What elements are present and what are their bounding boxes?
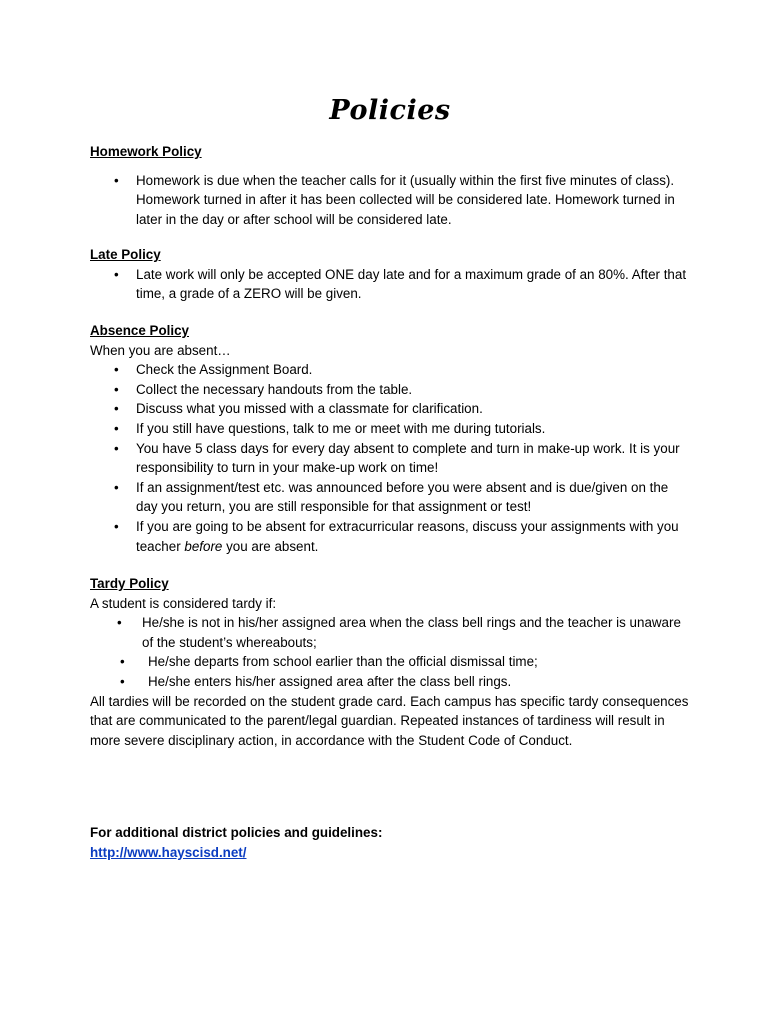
bullet-icon: • (114, 440, 119, 456)
list-item: • If you still have questions, talk to me or meet with me during tutorials. (90, 419, 690, 439)
absence-list (90, 360, 690, 556)
list-item: • If an assignment/test etc. was announced before you were absent and is due/given on the day you return, you are still responsible for that assignment or test! (114, 479, 669, 515)
bullet-icon: • (117, 615, 122, 631)
bullet-icon: • (114, 362, 119, 378)
late-heading: Late Policy (90, 247, 161, 262)
list-item: • If you are going to be absent for extracurricular reasons, discuss your assignments with you teacher before you are absent. (114, 518, 679, 554)
list-item: • Check the Assignment Board. (90, 360, 690, 380)
emphasis-before: before (184, 538, 223, 554)
tardy-heading: Tardy Policy (90, 576, 169, 591)
late-section (90, 245, 690, 304)
list-item: • He/she departs from school earlier than the official dismissal time; (90, 652, 690, 672)
footer-label: For additional district policies and guidelines: (90, 825, 383, 840)
bullet-icon: • (114, 381, 119, 397)
list-item: • He/she enters his/her assigned area after the class bell rings. (90, 672, 690, 692)
homework-list (90, 171, 690, 230)
page-title: Policies (329, 95, 451, 126)
late-list (90, 265, 690, 304)
bullet-icon: • (120, 654, 125, 670)
bullet-icon: • (114, 401, 119, 417)
footer-section (90, 823, 690, 862)
list-item: • Late work will only be accepted ONE day late and for a maximum grade of an 80%. After that time, a grade of a ZERO will be given. (114, 266, 687, 302)
homework-section (90, 142, 690, 229)
absence-intro: When you are absent… (90, 342, 231, 358)
absence-heading: Absence Policy (90, 323, 189, 338)
bullet-icon: • (120, 673, 125, 689)
bullet-icon: • (114, 172, 119, 188)
list-item: • Collect the necessary handouts from the table. (90, 380, 690, 400)
bullet-icon: • (114, 266, 119, 282)
list-item: • You have 5 class days for every day absent to complete and turn in make-up work. It is your responsibility to turn in your make-up work on time! (114, 440, 680, 476)
bullet-icon: • (114, 479, 119, 495)
bullet-icon: • (114, 420, 119, 436)
list-item: • Discuss what you missed with a classmate for clarification. (90, 399, 690, 419)
tardy-paragraph: All tardies will be recorded on the student grade card. Each campus has specific tardy consequences that are communicated to the parent/legal guardian. Repeated instances of tardiness will result in more severe disciplinary action, in accordance with the Student Code of Conduct. (90, 693, 689, 748)
bullet-icon: • (114, 518, 119, 534)
district-policies-link[interactable]: http://www.hayscisd.net/ (90, 844, 247, 860)
tardy-list (90, 613, 690, 691)
absence-section (90, 321, 690, 556)
list-item: • He/she is not in his/her assigned area when the class bell rings and the teacher is unaware of the student’s whereabouts; (117, 615, 681, 650)
tardy-section (90, 574, 690, 750)
list-item: • Homework is due when the teacher calls for it (usually within the first five minutes of class). Homework turned in after it has been collected will be considered late. Homework turned in later in the day or after school will be considered late. (114, 172, 675, 227)
homework-heading: Homework Policy (90, 144, 202, 159)
tardy-intro: A student is considered tardy if: (90, 595, 277, 611)
